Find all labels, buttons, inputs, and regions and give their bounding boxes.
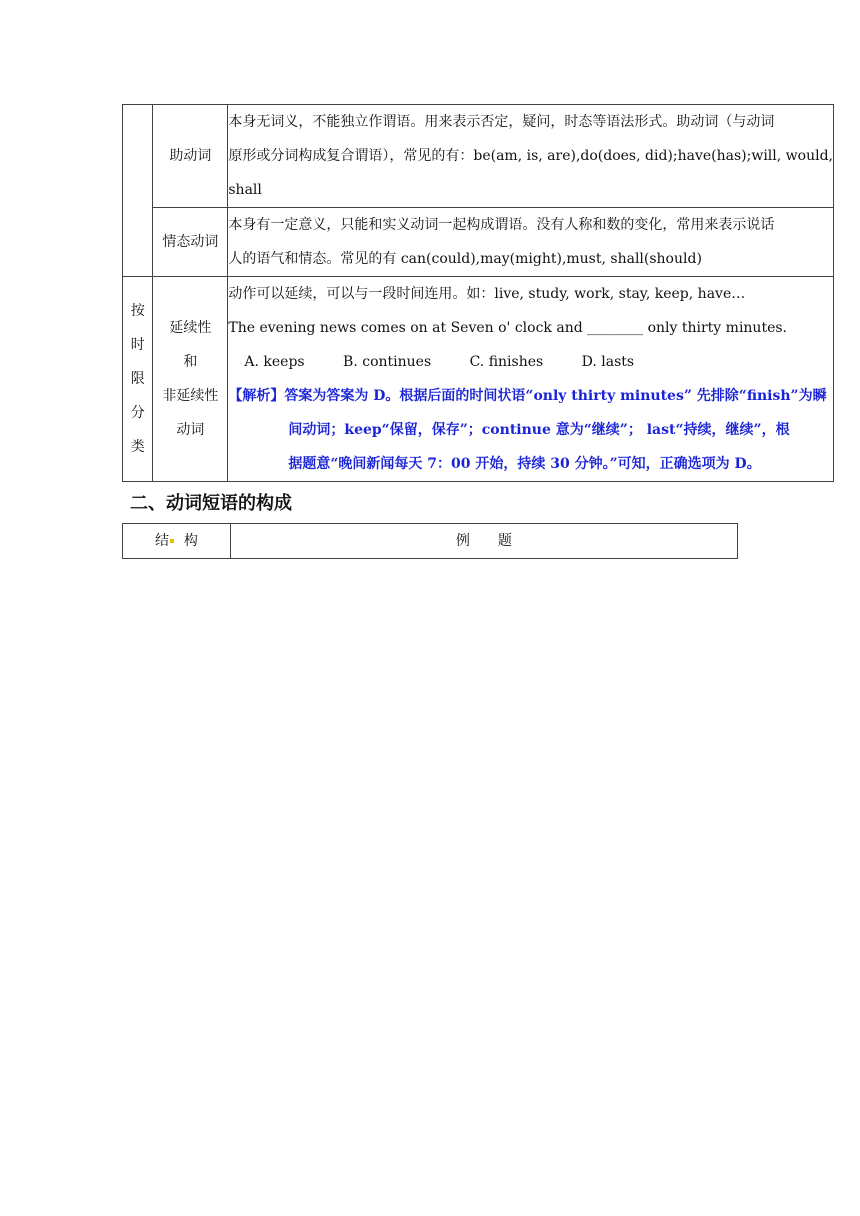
text-line: 人的语气和情态。常见的有 can(could),may(might),must, shall(should) xyxy=(228,251,702,267)
section-heading: 二、动词短语的构成 xyxy=(130,493,292,514)
column-header-structure xyxy=(123,524,231,559)
side-char: 类 xyxy=(130,439,145,455)
header-label: 例 题 xyxy=(455,533,512,549)
side-char: 按 xyxy=(130,303,145,319)
description-cell xyxy=(228,277,834,482)
category-cell xyxy=(153,208,228,277)
side-char: 时 xyxy=(130,337,145,353)
category-label: 情态动词 xyxy=(162,234,219,250)
text-line: shall xyxy=(228,182,262,198)
category-cell xyxy=(153,105,228,208)
category-line: 非延续性 xyxy=(162,388,219,404)
highlight-mark xyxy=(170,539,174,543)
option-b: B. continues xyxy=(343,354,432,370)
header-char: 结 xyxy=(154,533,169,549)
header-char: 构 xyxy=(183,533,198,549)
analysis-line: 【解析】答案为答案为 D。根据后面的时间状语“only thirty minutes” 先排除“finish”为瞬 xyxy=(228,388,827,404)
table-row xyxy=(123,105,834,208)
table-row xyxy=(123,277,834,482)
text-line: 原形或分词构成复合谓语），常见的有：be(am, is, are),do(does, did);have(has);will, would, xyxy=(228,148,833,164)
description-cell xyxy=(228,105,834,208)
text-line: 本身有一定意义，只能和实义动词一起构成谓语。没有人称和数的变化，常用来表示说话 xyxy=(228,217,775,233)
category-line: 和 xyxy=(183,354,198,370)
options-row xyxy=(228,345,833,379)
verb-classification-table xyxy=(122,104,834,482)
category-line: 动词 xyxy=(176,422,205,438)
description-cell xyxy=(228,208,834,277)
category-cell xyxy=(153,277,228,482)
blank-side-cell xyxy=(123,105,153,277)
option-a: A. keeps xyxy=(244,354,305,370)
phrase-structure-table xyxy=(122,523,738,559)
column-header-example xyxy=(230,524,737,559)
question-text: The evening news comes on at Seven o' clock and ________ only thirty minutes. xyxy=(228,320,787,336)
analysis-line: 间动词；keep“保留，保存”；continue 意为“继续”； last“持续，继续”，根 xyxy=(288,422,790,438)
table-row xyxy=(123,208,834,277)
text-line: 动作可以延续，可以与一段时间连用。如：live, study, work, stay, keep, have… xyxy=(228,286,746,302)
analysis-line: 据题意“晚间新闻每天 7：00 开始，持续 30 分钟。”可知，正确选项为 D。 xyxy=(288,456,761,472)
category-line: 延续性 xyxy=(169,320,212,336)
category-label: 助动词 xyxy=(169,148,212,164)
text-line: 本身无词义，不能独立作谓语。用来表示否定，疑问，时态等语法形式。助动词（与动词 xyxy=(228,114,775,130)
option-d: D. lasts xyxy=(581,354,635,370)
side-label-cell xyxy=(123,277,153,482)
option-c: C. finishes xyxy=(469,354,544,370)
side-char: 限 xyxy=(130,371,145,387)
side-char: 分 xyxy=(130,405,145,421)
table-header-row xyxy=(123,524,738,559)
